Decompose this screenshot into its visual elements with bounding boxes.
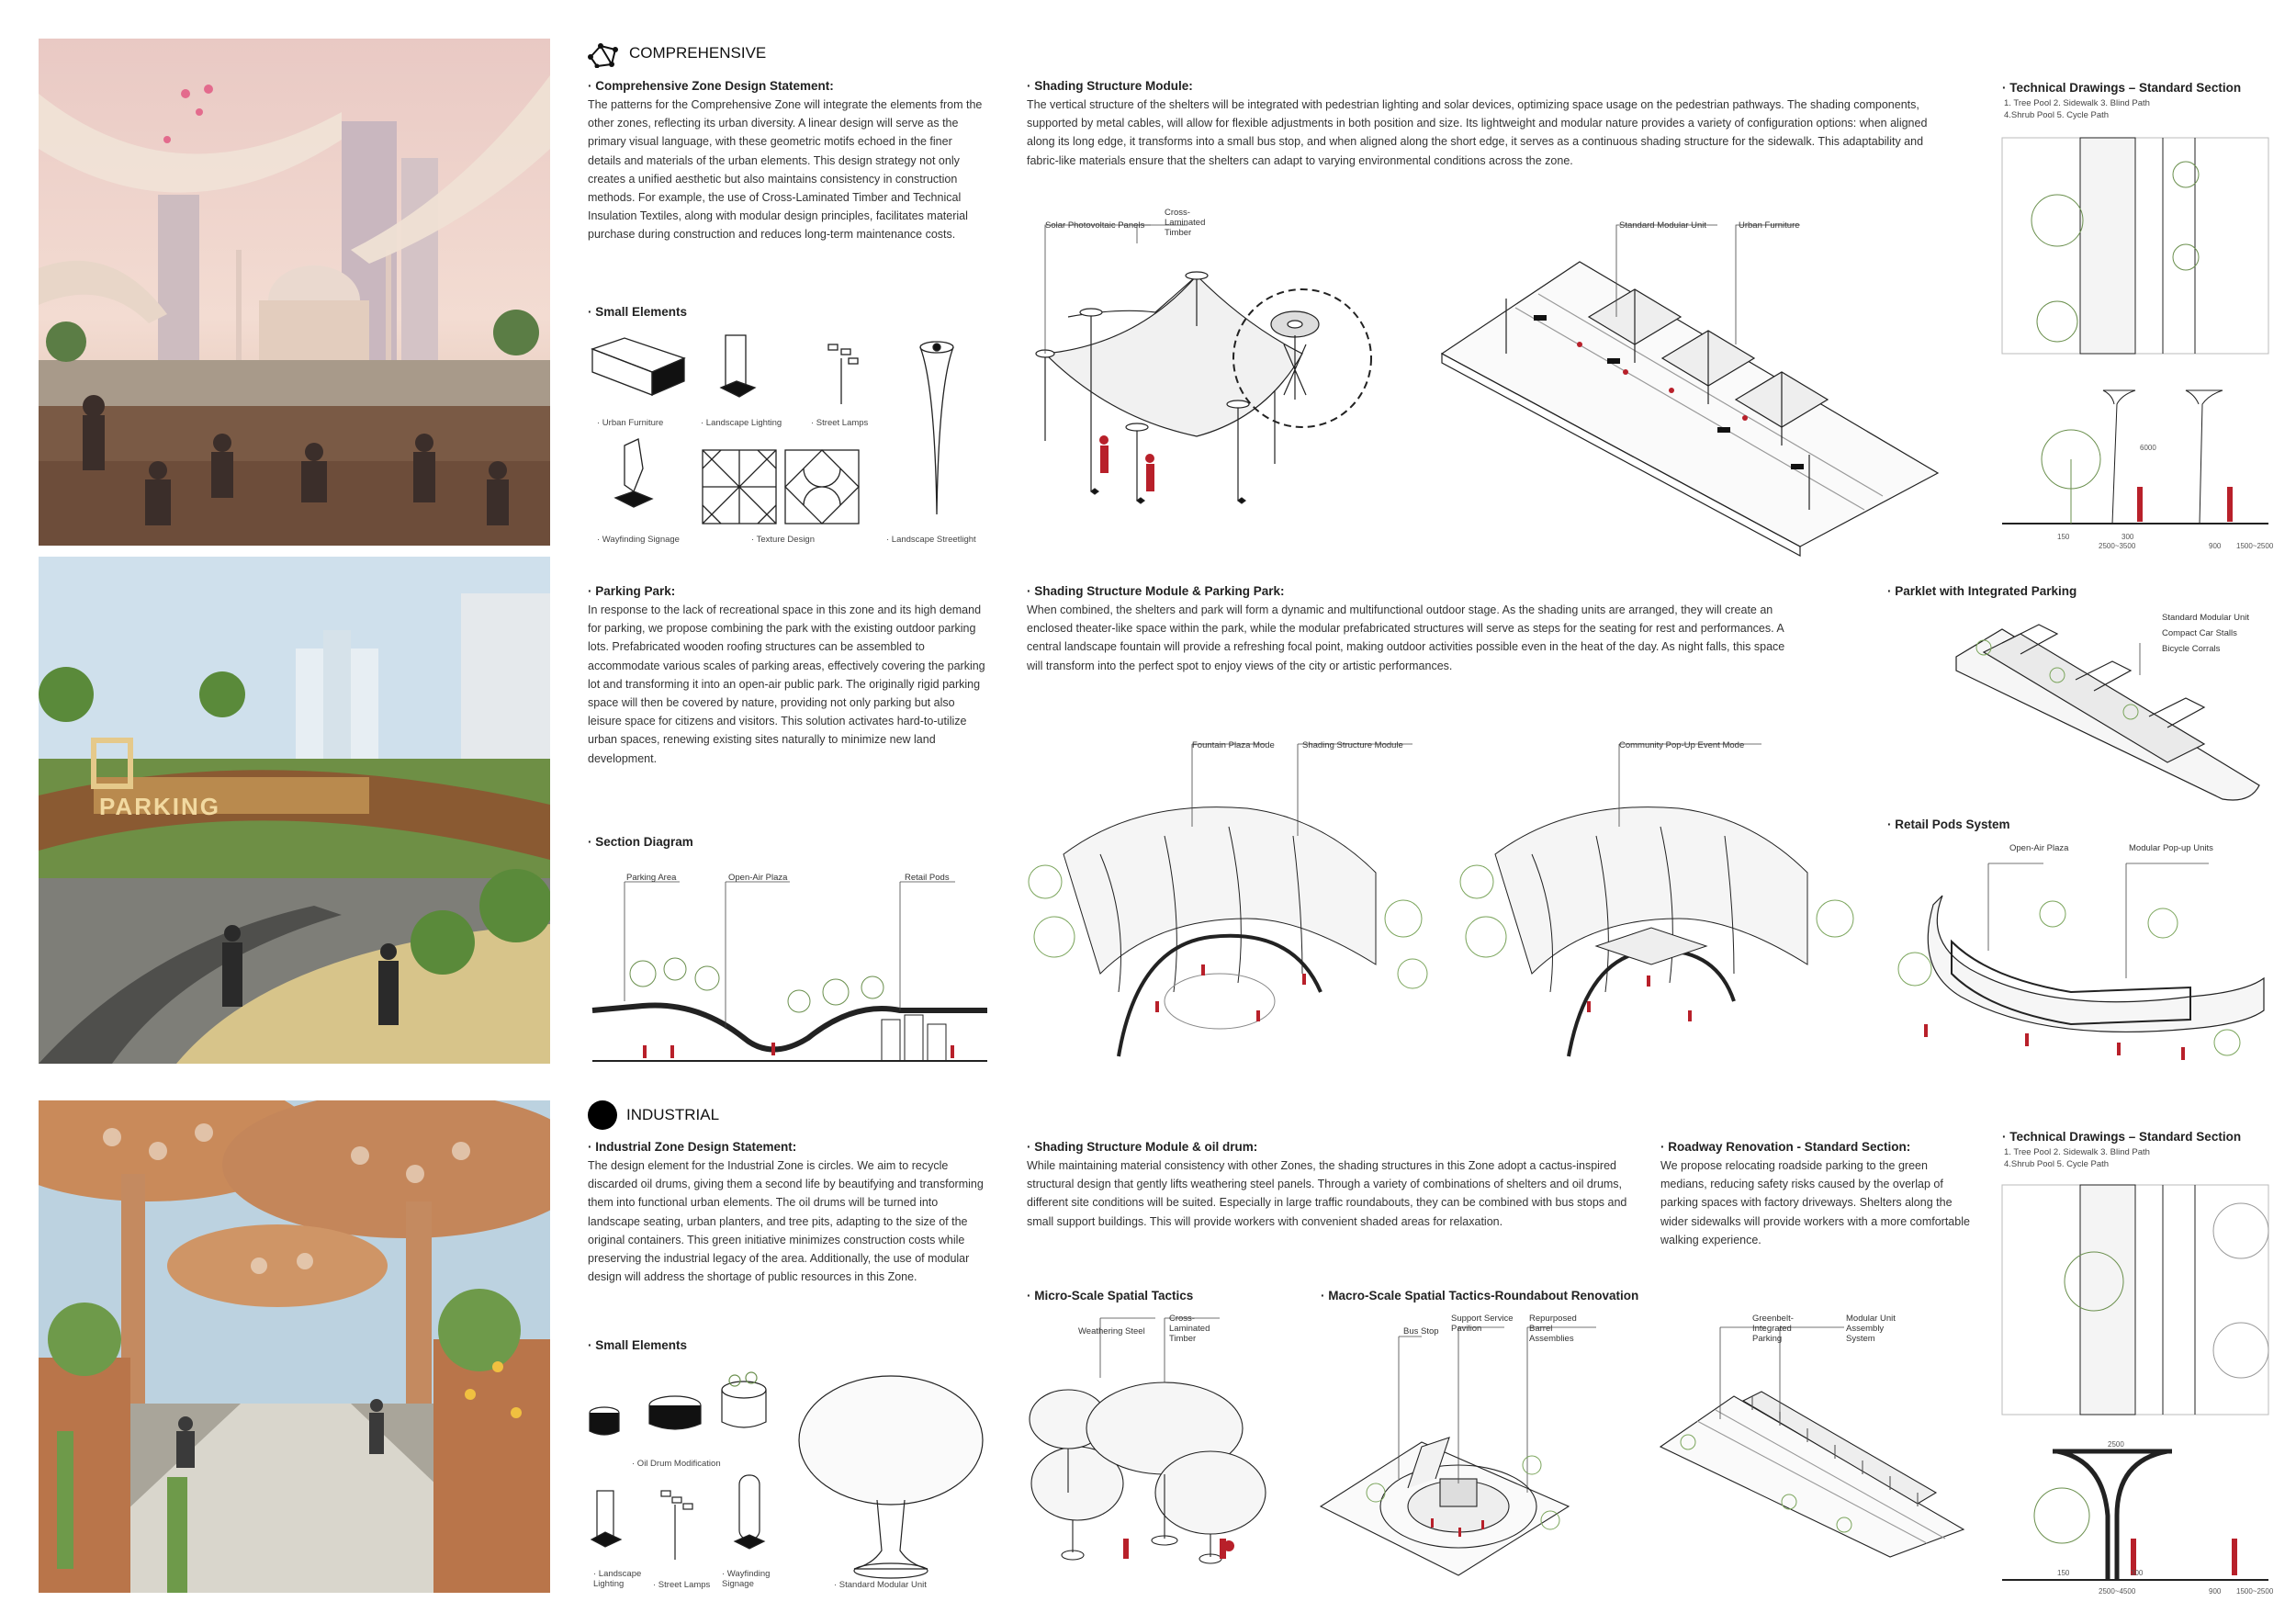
label-urban-furniture: Urban Furniture bbox=[1739, 220, 1800, 231]
micro-tactics-heading: · Micro-Scale Spatial Tactics bbox=[1027, 1289, 1194, 1303]
label-industrial-clt: Cross-Laminated Timber bbox=[1169, 1314, 1210, 1344]
technical-legend-1a: 1. Tree Pool 2. Sidewalk 3. Blind Path bbox=[2004, 98, 2150, 108]
caption-standard-modular-unit: · Standard Modular Unit bbox=[834, 1580, 927, 1590]
retail-pods-drawing bbox=[1887, 840, 2273, 1070]
caption-industrial-lighting: · Landscape Lighting bbox=[593, 1569, 642, 1589]
label-retail-pods: Retail Pods bbox=[905, 873, 950, 883]
label-shading-structure-module: Shading Structure Module bbox=[1302, 740, 1403, 750]
label-parklet-0: Standard Modular Unit bbox=[2162, 613, 2250, 623]
technical-heading-2: · Technical Drawings – Standard Section bbox=[2002, 1130, 2242, 1144]
section-diagram-drawing bbox=[588, 863, 992, 1066]
popup-event-drawing bbox=[1458, 735, 1863, 1066]
macro-tactics-heading: · Macro-Scale Spatial Tactics-Roundabout Renovation bbox=[1321, 1289, 1639, 1303]
svg-text:2500: 2500 bbox=[2108, 1440, 2124, 1449]
caption-oil-drum: · Oil Drum Modification bbox=[632, 1459, 721, 1469]
svg-text:150: 150 bbox=[2057, 1569, 2070, 1577]
macro-tactics-drawing bbox=[1321, 1309, 1624, 1575]
module-drum-body: While maintaining material consistency with other Zones, the shading structures in this Zone adopt a cactus-inspired structural design that gently lifts weathering steel panels. Through a variety of combinations of shelters and oil drums, different site conditions will be suited. Especially in large traffic roundabouts, they can be combined with bus stops and small support buildings. This will provide workers with convenient shaded areas for relaxation. bbox=[1027, 1159, 1627, 1228]
label-retail-open-air-plaza: Open-Air Plaza bbox=[2009, 843, 2069, 853]
parking-photo-sign: PARKING bbox=[99, 793, 220, 820]
label-repurposed-barrels: Repurposed Barrel Assemblies bbox=[1529, 1314, 1577, 1344]
label-solar-panels: Solar Photovoltaic Panels bbox=[1045, 220, 1145, 231]
label-parklet-1: Compact Car Stalls bbox=[2162, 628, 2237, 638]
svg-text:6000: 6000 bbox=[2140, 444, 2156, 452]
parklet-heading: · Parklet with Integrated Parking bbox=[1887, 584, 2077, 598]
svg-text:300: 300 bbox=[2122, 533, 2134, 541]
label-community-popup: Community Pop-Up Event Mode bbox=[1619, 740, 1745, 750]
industrial-small-elements-heading: · Small Elements bbox=[588, 1338, 688, 1352]
comprehensive-zone-title: COMPREHENSIVE bbox=[629, 44, 767, 62]
svg-text:1500~2500: 1500~2500 bbox=[2236, 542, 2274, 550]
fountain-plaza-drawing bbox=[1027, 735, 1431, 1066]
label-support-pavilion: Support Service Pavilion bbox=[1451, 1314, 1514, 1334]
technical-legend-2b: 4.Shrub Pool 5. Cycle Path bbox=[2004, 1159, 2110, 1169]
caption-industrial-wayfinding: · Wayfinding Signage bbox=[722, 1569, 771, 1589]
shading-module-body: The vertical structure of the shelters will be integrated with pedestrian lighting and solar devices, optimizing space usage on the pedestrian pathways. The shading components, supported by metal cables, will allow for flexible adjustments in both position and size. Its lightweight and modular nature provides a variety of configuration options: when aligned along its long edge, it transforms into a small bus stop, and when aligned along the short edge, it serves as a continuous shading structure for the sidewalk. This adaptability and fabric-like materials ensure that the shelters can adapt to varying environmental conditions across the zone. bbox=[1027, 98, 1928, 167]
caption-industrial-lamps: · Street Lamps bbox=[653, 1580, 711, 1590]
industrial-zone-icon bbox=[588, 1100, 617, 1130]
comprehensive-zone-icon bbox=[588, 40, 619, 68]
caption-landscape-lighting: · Landscape Lighting bbox=[701, 418, 782, 428]
svg-text:2500~4500: 2500~4500 bbox=[2099, 1587, 2136, 1596]
module-park-body: When combined, the shelters and park will form a dynamic and multifunctional outdoor stage. As the shading units are arranged, they will create an enclosed theater-like space within the park, while the modular prefabricated structures will serve as steps for the seating for rest and performances. A central landscape fountain will provide a refreshing focal point, making outdoor activities possible even in the heat of the day. As night falls, this space will transform into the perfect spot to enjoy views of the city or artistic performances. bbox=[1027, 603, 1785, 672]
roadway-body: We propose relocating roadside parking to the green medians, reducing safety risks caused by the overlap of parking spaces with factory driveways. Shelters along the wider sidewalks will provide workers with a more comfortable walking experience. bbox=[1660, 1159, 1970, 1246]
technical-heading-1: · Technical Drawings – Standard Section bbox=[2002, 81, 2242, 95]
shading-module-canopy-drawing bbox=[1027, 207, 1394, 510]
industrial-statement-heading: · Industrial Zone Design Statement: bbox=[588, 1140, 797, 1154]
label-parking-area: Parking Area bbox=[626, 873, 677, 883]
industrial-small-elements-drawing bbox=[588, 1367, 992, 1596]
label-parklet-2: Bicycle Corrals bbox=[2162, 644, 2221, 654]
comprehensive-statement-body: The patterns for the Comprehensive Zone will integrate the elements from the other zones, reflecting its urban diversity. A linear design will serve as the primary visual language, with these geometric motifs echoed in the finer details and materials of the urban elements. This design strategy not only creates a unified aesthetic but also maintains consistency in construction methods. For example, the use of Cross-Laminated Timber and Technical Insulation Textiles, along with modular design principles, facilitates material purchase during construction and reduces long-term maintenance costs. bbox=[588, 98, 983, 242]
svg-text:900: 900 bbox=[2209, 542, 2222, 550]
retail-pods-heading: · Retail Pods System bbox=[1887, 818, 2010, 831]
svg-text:150: 150 bbox=[2057, 533, 2070, 541]
comprehensive-small-elements-drawing bbox=[588, 331, 992, 542]
roadway-heading: · Roadway Renovation - Standard Section: bbox=[1660, 1140, 1911, 1154]
label-modular-assembly: Modular Unit Assembly System bbox=[1846, 1314, 1896, 1344]
svg-text:900: 900 bbox=[2209, 1587, 2222, 1596]
svg-text:2500~3500: 2500~3500 bbox=[2099, 542, 2136, 550]
svg-text:1500~2500: 1500~2500 bbox=[2236, 1587, 2274, 1596]
technical-legend-2a: 1. Tree Pool 2. Sidewalk 3. Blind Path bbox=[2004, 1147, 2150, 1157]
comprehensive-statement-heading: · Comprehensive Zone Design Statement: bbox=[588, 79, 834, 93]
label-modular-popup-units: Modular Pop-up Units bbox=[2129, 843, 2213, 853]
shading-module-street-drawing bbox=[1442, 207, 1938, 547]
shading-module-heading: · Shading Structure Module: bbox=[1027, 79, 1193, 93]
technical-drawing-1 bbox=[2002, 138, 2274, 551]
comprehensive-render-photo bbox=[39, 39, 550, 546]
section-diagram-heading: · Section Diagram bbox=[588, 835, 693, 849]
label-weathering-steel: Weathering Steel bbox=[1078, 1326, 1145, 1336]
comprehensive-small-elements-heading: · Small Elements bbox=[588, 305, 688, 319]
caption-wayfinding: · Wayfinding Signage bbox=[597, 535, 680, 545]
industrial-statement-body: The design element for the Industrial Zone is circles. We aim to recycle discarded oil drums, giving them a second life by beautifying and transforming them into functional urban elements. The oil drums will be turned into landscape seating, urban planters, and tree pits, adapting to the size of the original containers. This green initiative minimizes construction costs while preserving the industrial legacy of the area. Additionally, the use of modular design will address the shortage of public resources in this Zone. bbox=[588, 1159, 984, 1284]
label-greenbelt-parking: Greenbelt-Integrated Parking bbox=[1752, 1314, 1794, 1344]
industrial-zone-title: INDUSTRIAL bbox=[626, 1106, 720, 1123]
caption-street-lamps: · Street Lamps bbox=[811, 418, 869, 428]
label-bus-stop: Bus Stop bbox=[1403, 1326, 1439, 1336]
label-open-air-plaza: Open-Air Plaza bbox=[728, 873, 788, 883]
parking-park-body: In response to the lack of recreational space in this zone and its high demand for parking, we propose combining the park with the existing outdoor parking lots. Prefabricated wooden roofing structures can be assembled to accommodate various scales of parking areas, effectively covering the parking lot and transforming it into an open-air public park. The originally rigid parking space will then be covered by nature, providing not only parking but also leisure space for citizens and visitors. This solution activates hard-to-utilize urban spaces, renewing existing sites naturally to minimize new land development. bbox=[588, 603, 985, 765]
micro-tactics-drawing bbox=[1027, 1309, 1284, 1575]
caption-streetlight: · Landscape Streetlight bbox=[886, 535, 976, 545]
label-fountain-plaza: Fountain Plaza Mode bbox=[1192, 740, 1275, 750]
technical-drawing-2 bbox=[2002, 1185, 2274, 1598]
parking-park-heading: · Parking Park: bbox=[588, 584, 676, 598]
caption-texture: · Texture Design bbox=[751, 535, 815, 545]
caption-urban-furniture: · Urban Furniture bbox=[597, 418, 664, 428]
module-park-heading: · Shading Structure Module & Parking Park: bbox=[1027, 584, 1285, 598]
industrial-render-photo bbox=[39, 1100, 550, 1593]
module-drum-heading: · Shading Structure Module & oil drum: bbox=[1027, 1140, 1258, 1154]
technical-legend-1b: 4.Shrub Pool 5. Cycle Path bbox=[2004, 110, 2110, 120]
roadway-drawing bbox=[1660, 1309, 1964, 1557]
label-standard-modular-unit: Standard Modular Unit bbox=[1619, 220, 1707, 231]
label-cross-laminated-timber: Cross-Laminated Timber bbox=[1165, 208, 1206, 238]
svg-text:300: 300 bbox=[2131, 1569, 2144, 1577]
